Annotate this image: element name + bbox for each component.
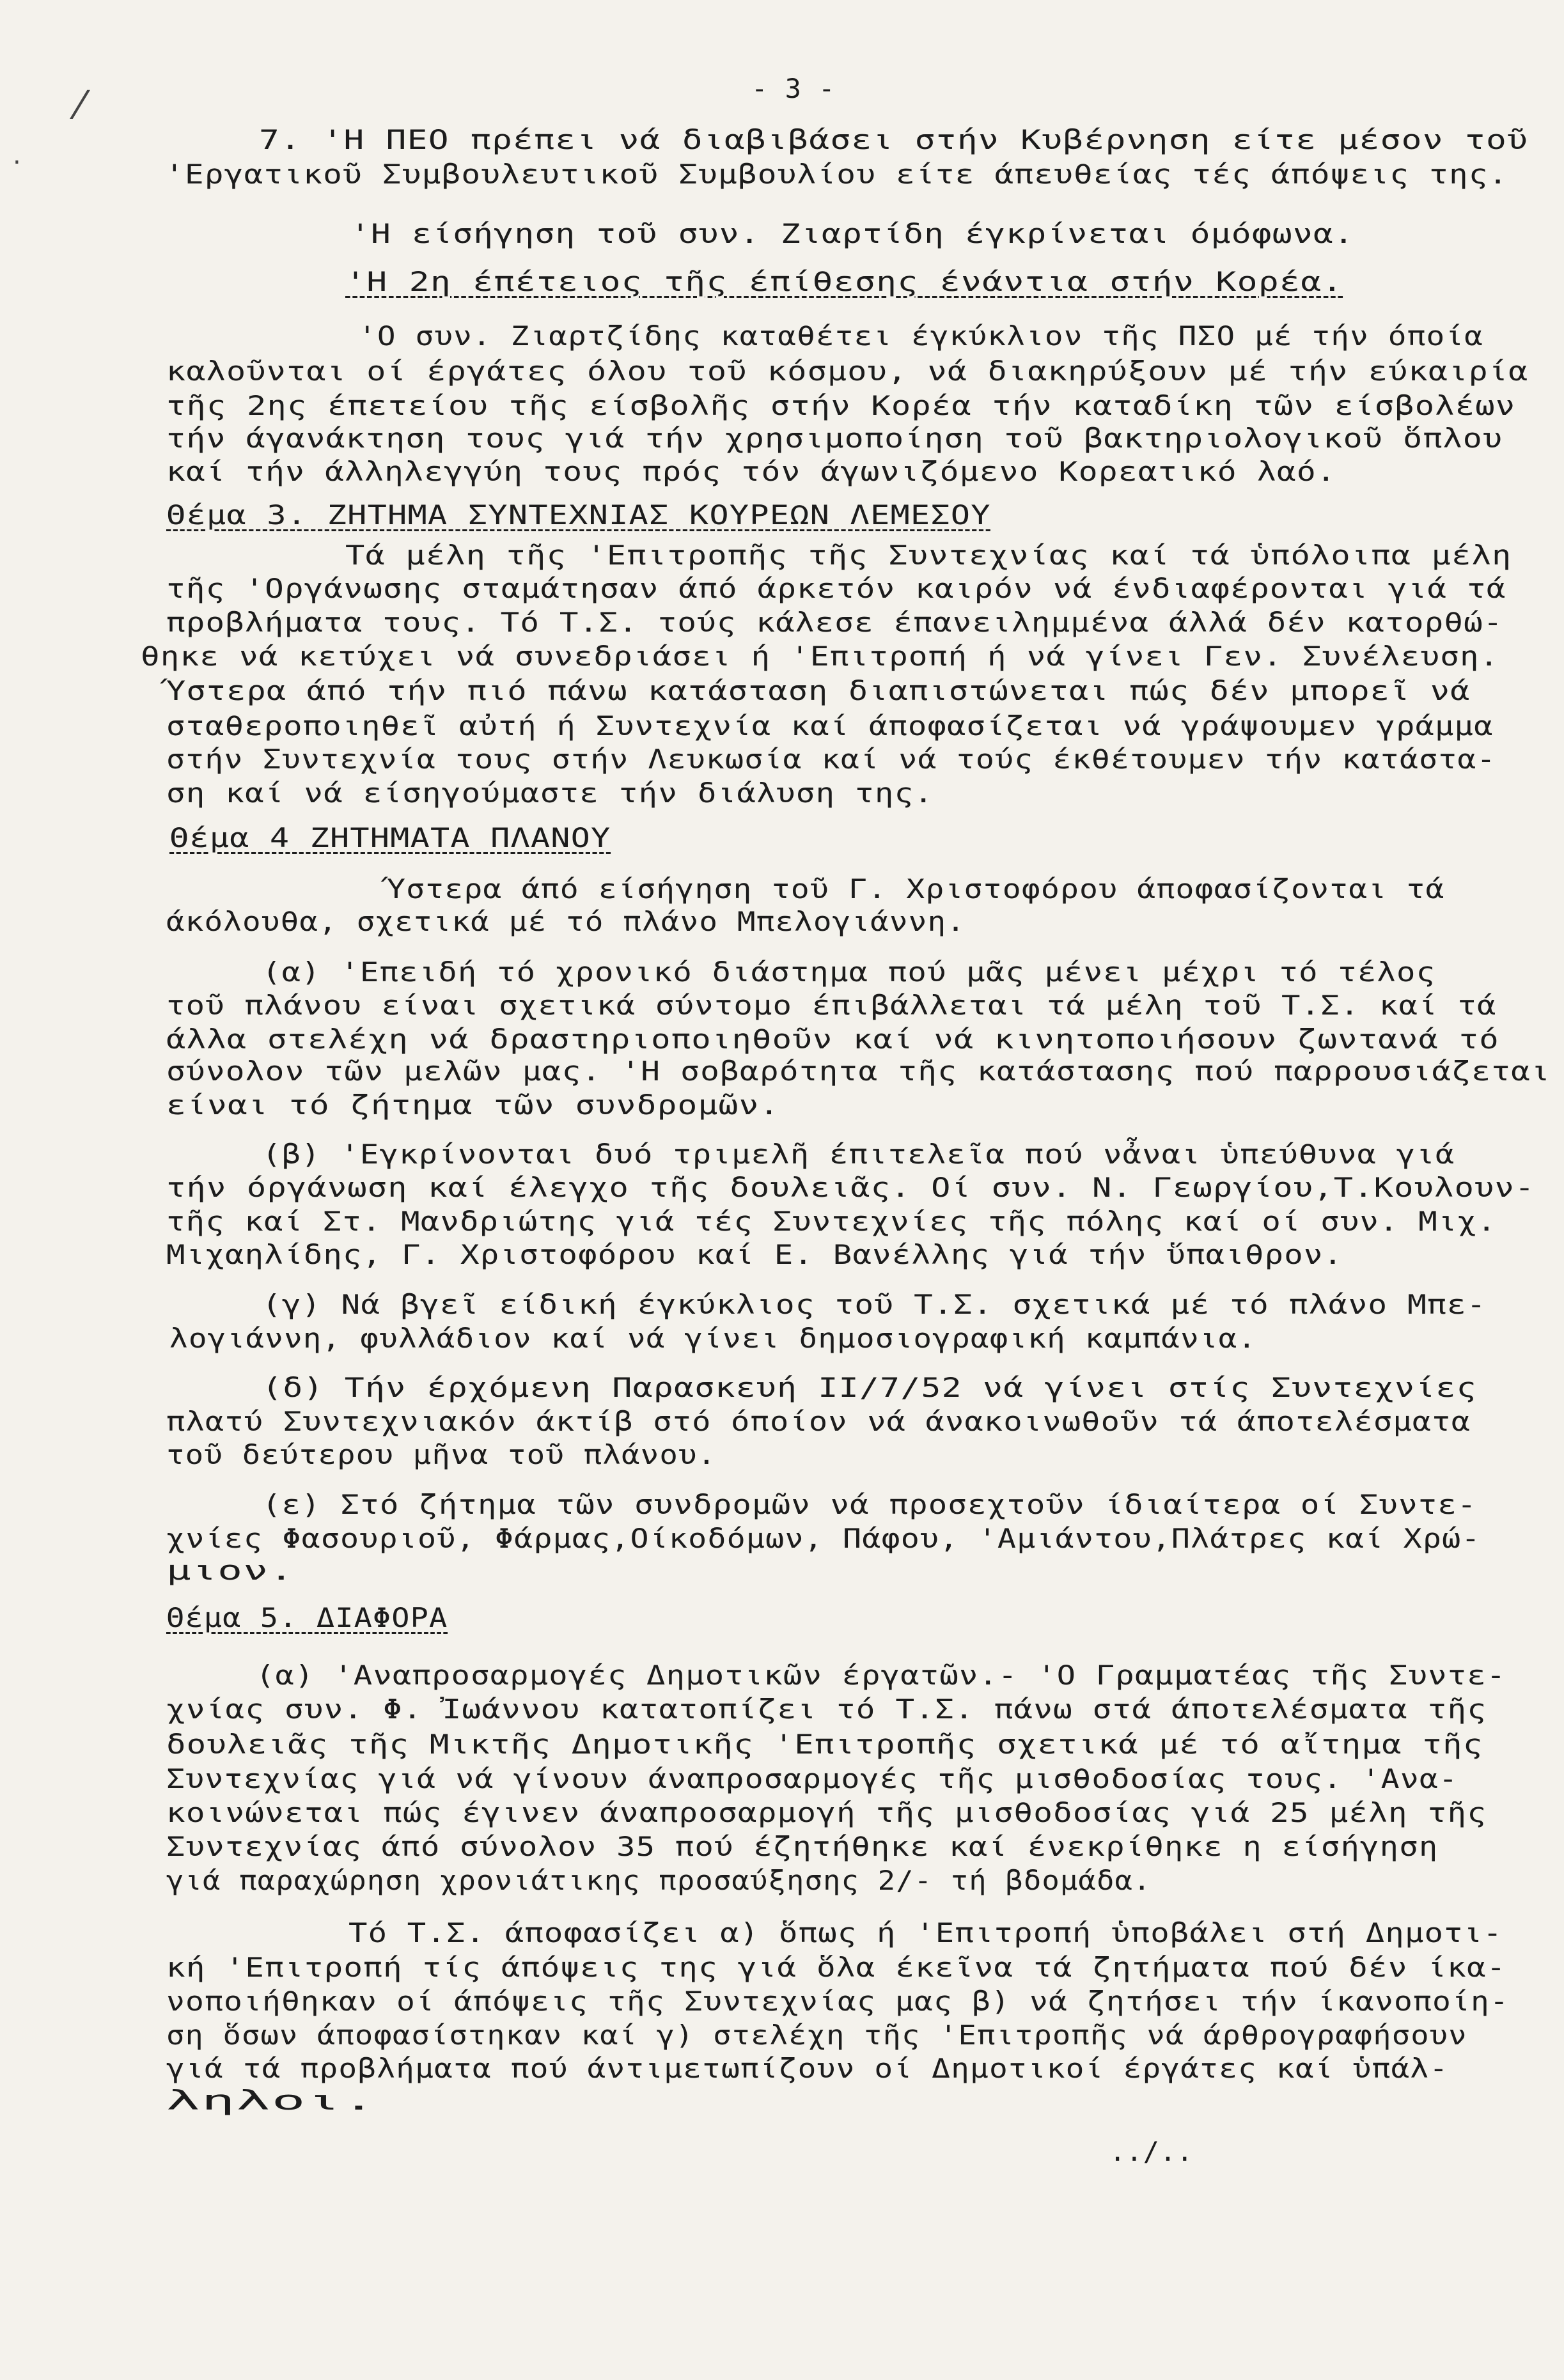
- margin-mark: ⁄: [77, 83, 84, 128]
- text-line: δουλειᾶς τῆς Μικτῆς Δημοτικῆς 'Επιτροπῆς σχετικά μέ τό αἴτημα τῆς: [166, 1729, 1483, 1760]
- text-line: νοποιήθηκαν οί άπόψεις τῆς Συντεχνίας μας β) νά ζητήσει τήν ίκανοποίη-: [166, 1986, 1510, 2017]
- text-line: γιά τά προβλήματα πού άντιμετωπίζουν οί Δημοτικοί έργάτες καί ὑπάλ-: [166, 2053, 1449, 2084]
- text-line: 'Η είσήγηση τοῦ συν. Ζιαρτίδη έγκρίνεται όμόφωνα.: [350, 218, 1354, 249]
- text-line: 'Εργατικοῦ Συμβουλευτικοῦ Συμβουλίου είτε άπευθείας τές άπόψεις της.: [165, 159, 1508, 190]
- text-line: πλατύ Συντεχνιακόν άκτίβ στό όποίον νά άνακοινωθοῦν τά άποτελέσματα: [166, 1406, 1471, 1437]
- text-line: ληλοι.: [166, 2085, 377, 2116]
- text-line: 7. 'Η ΠΕΟ πρέπει νά διαβιβάσει στήν Κυβέρνηση είτε μέσον τοῦ: [259, 124, 1529, 155]
- page-number: - 3 -: [751, 73, 836, 104]
- text-line: χνίες Φασουριοῦ, Φάρμας,Οίκοδόμων, Πάφου, 'Αμιάντου,Πλάτρες καί Χρώ-: [166, 1523, 1481, 1554]
- text-line: προβλήματα τους. Τό Τ.Σ. τούς κάλεσε έπανειλημμένα άλλά δέν κατορθώ-: [166, 607, 1503, 638]
- text-line: θηκε νά κετύχει νά συνεδριάσει ή 'Επιτροπή ή νά γίνει Γεν. Συνέλευση.: [141, 641, 1499, 672]
- text-line: τήν άγανάκτηση τους γιά τήν χρησιμοποίηση τοῦ βακτηριολογικοῦ ὅπλου: [166, 423, 1503, 454]
- text-line: Θέμα 3. ΖΗΤΗΜΑ ΣΥΝΤΕΧΝΙΑΣ ΚΟΥΡΕΩΝ ΛΕΜΕΣΟΥ: [166, 499, 991, 531]
- text-line: άκόλουθα, σχετικά μέ τό πλάνο Μπελογιάννη.: [166, 906, 966, 937]
- continuation-mark: ../..: [1109, 2136, 1194, 2167]
- text-line: σταθεροποιηθεῖ αὐτή ή Συντεχνία καί άποφασίζεται νά γράψουμεν γράμμα: [166, 710, 1494, 742]
- text-line: τήν όργάνωση καί έλεγχο τῆς δουλειᾶς. Οί συν. Ν. Γεωργίου,Τ.Κουλουν-: [166, 1172, 1535, 1203]
- text-line: 'Η 2η έπέτειος τῆς έπίθεσης ένάντια στήν Κορέα.: [345, 266, 1343, 297]
- text-line: (γ) Νά βγεῖ είδική έγκύκλιος τοῦ Τ.Σ. σχετικά μέ τό πλάνο Μπε-: [262, 1289, 1487, 1320]
- text-line: χνίας συν. Φ. Ἰωάννου κατατοπίζει τό Τ.Σ. πάνω στά άποτελέσματα τῆς: [166, 1693, 1487, 1725]
- text-line: Θέμα 5. ΔΙΑΦΟΡΑ: [166, 1602, 448, 1633]
- text-line: γιά παραχώρηση χρονιάτικης προσαύξησης 2/- τή βδομάδα.: [166, 1865, 1152, 1896]
- text-line: άλλα στελέχη νά δραστηριοποιηθοῦν καί νά κινητοποιήσουν ζωντανά τό: [166, 1023, 1499, 1055]
- text-line: (ε) Στό ζήτημα τῶν συνδρομῶν νά προσεχτοῦν ίδιαίτερα οί Συντε-: [262, 1489, 1477, 1520]
- text-line: στήν Συντεχνία τους στήν Λευκωσία καί νά τούς έκθέτουμεν τήν κατάστα-: [166, 743, 1496, 775]
- text-line: (β) 'Εγκρίνονται δυό τριμελῆ έπιτελεῖα πού νἆναι ὑπεύθυνα γιά: [262, 1139, 1455, 1170]
- text-line: σύνολον τῶν μελῶν μας. 'Η σοβαρότητα τῆς κατάστασης πού παρρουσιάζεται: [166, 1055, 1551, 1087]
- text-line: Ύστερα άπό είσήγηση τοῦ Γ. Χριστοφόρου άποφασίζονται τά: [387, 873, 1445, 905]
- text-line: τοῦ πλάνου είναι σχετικά σύντομο έπιβάλλεται τά μέλη τοῦ Τ.Σ. καί τά: [166, 990, 1497, 1021]
- text-line: καί τήν άλληλεγγύη τους πρός τόν άγωνιζόμενο Κορεατικό λαό.: [166, 456, 1336, 487]
- text-line: (δ) Τήν έρχόμενη Παρασκευή ΙΙ/7/52 νά γίνει στίς Συντεχνίες: [262, 1372, 1477, 1403]
- text-line: μιον.: [166, 1555, 295, 1586]
- text-line: λογιάννη, φυλλάδιον καί νά γίνει δημοσιογραφική καμπάνια.: [169, 1323, 1257, 1354]
- text-line: Συντεχνίας γιά νά γίνουν άναπροσαρμογές τῆς μισθοδοσίας τους. 'Ανα-: [166, 1763, 1458, 1794]
- text-line: κή 'Επιτροπή τίς άπόψεις της γιά ὅλα έκεῖνα τά ζητήματα πού δέν ίκα-: [166, 1952, 1506, 1983]
- text-line: τῆς 'Οργάνωσης σταμάτησαν άπό άρκετόν καιρόν νά ένδιαφέρονται γιά τά: [166, 573, 1506, 604]
- text-line: Ύστερα άπό τήν πιό πάνω κατάσταση διαπιστώνεται πώς δέν μπορεῖ νά: [166, 675, 1471, 706]
- text-line: ση ὅσων άποφασίστηκαν καί γ) στελέχη τῆς 'Επιτροπῆς νά άρθρογραφήσουν: [166, 2019, 1467, 2051]
- text-line: Τό Τ.Σ. άποφασίζει α) ὅπως ή 'Επιτροπή ὑποβάλει στή Δημοτι-: [348, 1917, 1503, 1948]
- text-line: Συντεχνίας άπό σύνολον 35 πού έζητήθηκε καί ένεκρίθηκε η είσήγηση: [166, 1831, 1439, 1862]
- text-line: τοῦ δεύτερου μῆνα τοῦ πλάνου.: [166, 1439, 717, 1470]
- margin-mark: .: [13, 141, 21, 170]
- text-line: είναι τό ζήτημα τῶν συνδρομῶν.: [166, 1089, 780, 1121]
- text-line: ση καί νά είσηγούμαστε τήν διάλυση της.: [166, 777, 934, 809]
- text-line: (α) 'Επειδή τό χρονικό διάστημα πού μᾶς μένει μέχρι τό τέλος: [262, 956, 1436, 988]
- text-line: κοινώνεται πώς έγινεν άναπροσαρμογή τῆς μισθοδοσίας γιά 25 μέλη τῆς: [166, 1797, 1487, 1828]
- text-line: Θέμα 4 ΖΗΤΗΜΑΤΑ ΠΛΑΝΟΥ: [169, 822, 611, 853]
- text-line: Τά μέλη τῆς 'Επιτροπῆς τῆς Συντεχνίας καί τά ὑπόλοιπα μέλη: [345, 540, 1512, 571]
- text-line: τῆς 2ης έπετείου τῆς είσβολῆς στήν Κορέα τήν καταδίκη τῶν είσβολέων: [166, 390, 1516, 421]
- text-line: Μιχαηλίδης, Γ. Χριστοφόρου καί Ε. Βανέλλης γιά τήν ὕπαιθρον.: [166, 1239, 1343, 1270]
- text-line: 'Ο συν. Ζιαρτζίδης καταθέτει έγκύκλιον τῆς ΠΣΟ μέ τήν όποία: [358, 320, 1483, 352]
- text-line: τῆς καί Στ. Μανδριώτης γιά τές Συντεχνίες τῆς πόλης καί οί συν. Μιχ.: [166, 1206, 1497, 1237]
- text-line: καλοῦνται οί έργάτες όλου τοῦ κόσμου, νά διακηρύξουν μέ τήν εύκαιρία: [166, 355, 1529, 387]
- text-line: (α) 'Αναπροσαρμογές Δημοτικῶν έργατῶν.- 'Ο Γραμματέας τῆς Συντε-: [256, 1660, 1506, 1691]
